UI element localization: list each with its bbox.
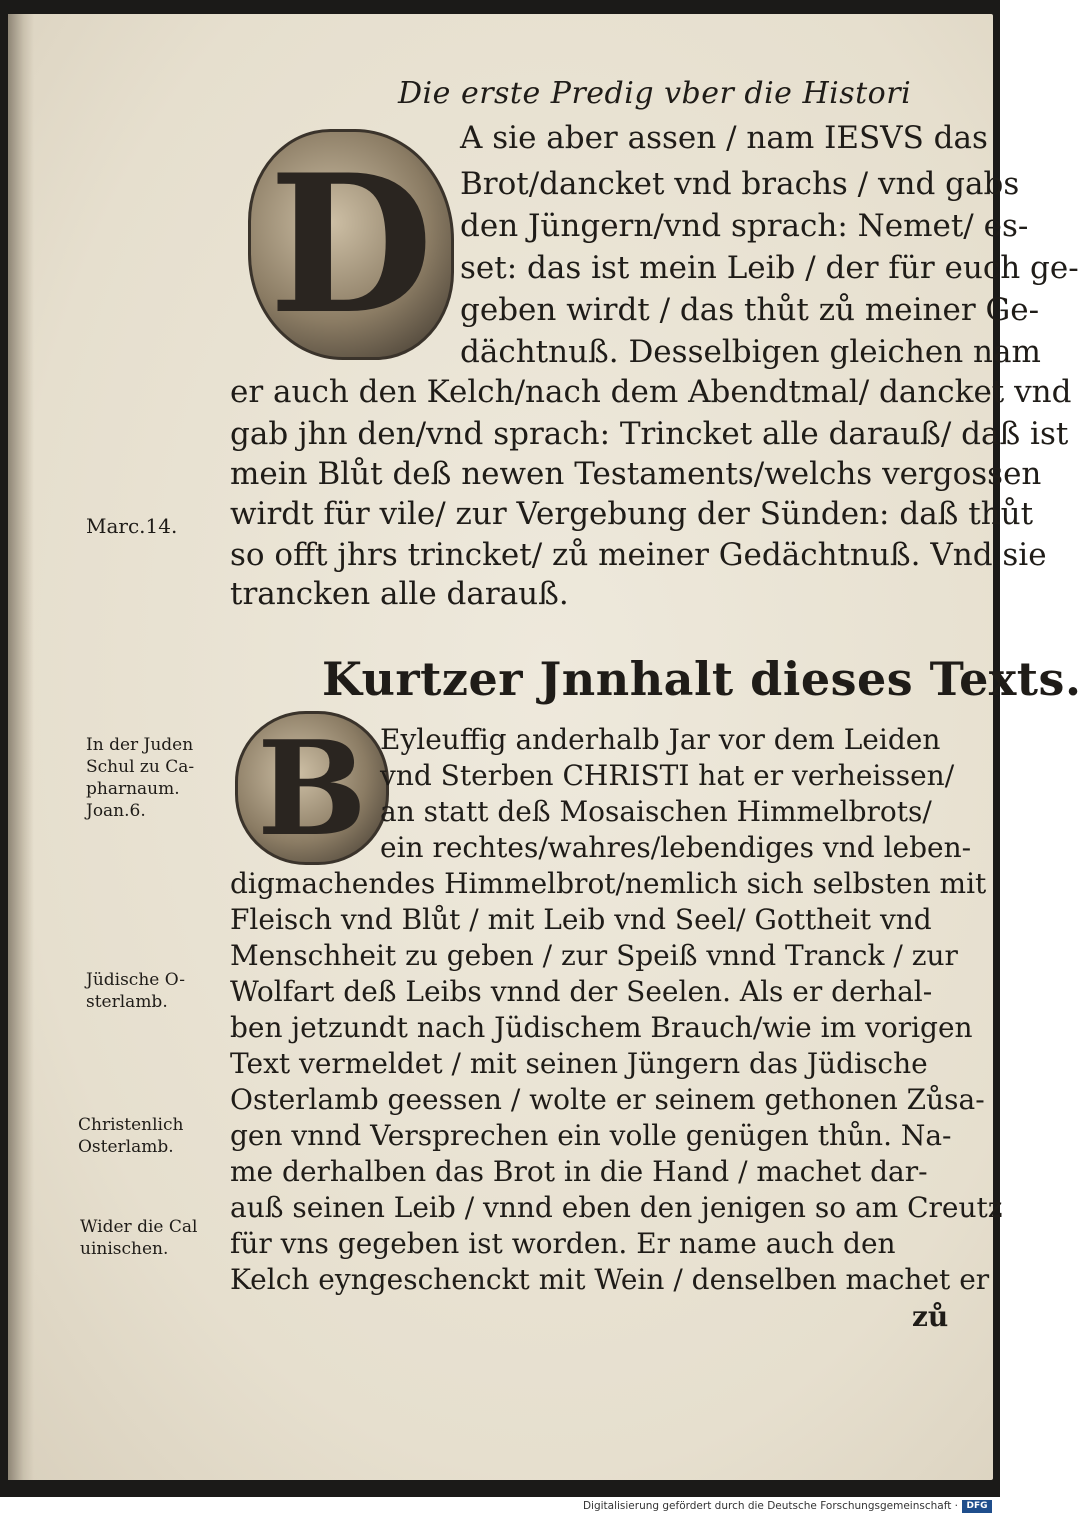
content-line: an statt deß Mosaischen Himmelbrots/ bbox=[380, 795, 932, 828]
passage-line: so offt jhrs trincket/ zů meiner Gedächtnuß. Vnd sie bbox=[230, 537, 1047, 573]
content-line: Osterlamb geessen / wolte er seinem gethonen Zůsa- bbox=[230, 1083, 985, 1116]
margin-note-marc: Marc.14. bbox=[86, 514, 178, 538]
content-line: Fleisch vnd Blůt / mit Leib vnd Seel/ Gottheit vnd bbox=[230, 903, 932, 936]
content-line: gen vnnd Versprechen ein volle genügen thůn. Na- bbox=[230, 1119, 952, 1152]
dfg-logo: DFG bbox=[962, 1500, 992, 1513]
margin-note-line: pharnaum. bbox=[86, 779, 180, 799]
book-page bbox=[8, 14, 1081, 1480]
content-line: für vns gegeben ist worden. Er name auch den bbox=[230, 1227, 896, 1260]
margin-note-juedische-osterlamb bbox=[86, 969, 185, 1013]
passage-line: gab jhn den/vnd sprach: Trincket alle darauß/ daß ist bbox=[230, 416, 1069, 452]
passage-line: set: das ist mein Leib / der für euch ge- bbox=[460, 250, 1079, 286]
content-line: Menschheit zu geben / zur Speiß vnnd Tranck / zur bbox=[230, 939, 958, 972]
margin-note-calvinischen bbox=[80, 1216, 197, 1260]
running-head: Die erste Predig vber die Histori bbox=[398, 76, 912, 111]
catchword: zů bbox=[912, 1300, 949, 1333]
passage-line: geben wirdt / das thůt zů meiner Ge- bbox=[460, 292, 1040, 328]
content-line: vnd Sterben CHRISTI hat er verheissen/ bbox=[380, 759, 955, 792]
passage-line: A sie aber assen / nam IESVS das bbox=[460, 120, 988, 156]
margin-note-line: Jüdische O- bbox=[86, 970, 186, 990]
margin-note-line: uinischen. bbox=[80, 1239, 169, 1259]
decorated-initial-d: D bbox=[248, 129, 454, 360]
content-line: me derhalben das Brot in die Hand / machet dar- bbox=[230, 1155, 928, 1188]
passage-line: dächtnuß. Desselbigen gleichen nam bbox=[460, 334, 1041, 370]
passage-line: den Jüngern/vnd sprach: Nemet/ es- bbox=[460, 208, 1029, 244]
passage-line: Brot/dancket vnd brachs / vnd gabs bbox=[460, 166, 1020, 202]
passage-line: wirdt für vile/ zur Vergebung der Sünden: daß thůt bbox=[230, 496, 1034, 532]
passage-line: mein Blůt deß newen Testaments/welchs vergossen bbox=[230, 456, 1042, 492]
content-line: ben jetzundt nach Jüdischem Brauch/wie im vorigen bbox=[230, 1011, 973, 1044]
content-line: Kelch eyngeschenckt mit Wein / denselben machet er bbox=[230, 1263, 990, 1296]
passage-line: trancken alle darauß. bbox=[230, 576, 569, 612]
content-line: Wolfart deß Leibs vnnd der Seelen. Als er derhal- bbox=[230, 975, 933, 1008]
margin-note-juden-schul bbox=[86, 734, 194, 822]
margin-note-christenlich-osterlamb bbox=[78, 1114, 183, 1158]
decorated-initial-b: B bbox=[235, 711, 389, 865]
content-line: Eyleuffig anderhalb Jar vor dem Leiden bbox=[380, 723, 941, 756]
passage-line: er auch den Kelch/nach dem Abendtmal/ dancket vnd bbox=[230, 374, 1072, 410]
margin-note-line: Joan.6. bbox=[86, 801, 146, 821]
margin-note-line: Christenlich bbox=[78, 1115, 184, 1135]
section-heading: Kurtzer Jnnhalt dieses Texts. bbox=[322, 652, 1081, 706]
margin-note-line: Osterlamb. bbox=[78, 1137, 174, 1157]
content-line: Text vermeldet / mit seinen Jüngern das Jüdische bbox=[230, 1047, 928, 1080]
content-line: auß seinen Leib / vnnd eben den jenigen so am Creutz bbox=[230, 1191, 1003, 1224]
margin-note-line: Schul zu Ca- bbox=[86, 757, 195, 777]
content-line: ein rechtes/wahres/lebendiges vnd leben- bbox=[380, 831, 972, 864]
page-gutter-shadow bbox=[8, 14, 34, 1480]
margin-note-line: sterlamb. bbox=[86, 992, 168, 1012]
footer-bar bbox=[0, 1497, 1000, 1517]
margin-note-line: In der Juden bbox=[86, 735, 194, 755]
content-line: digmachendes Himmelbrot/nemlich sich selbsten mit bbox=[230, 867, 987, 900]
funding-credit: Digitalisierung gefördert durch die Deutsche Forschungsgemeinschaft · bbox=[582, 1500, 958, 1512]
margin-note-line: Wider die Cal bbox=[80, 1217, 198, 1237]
